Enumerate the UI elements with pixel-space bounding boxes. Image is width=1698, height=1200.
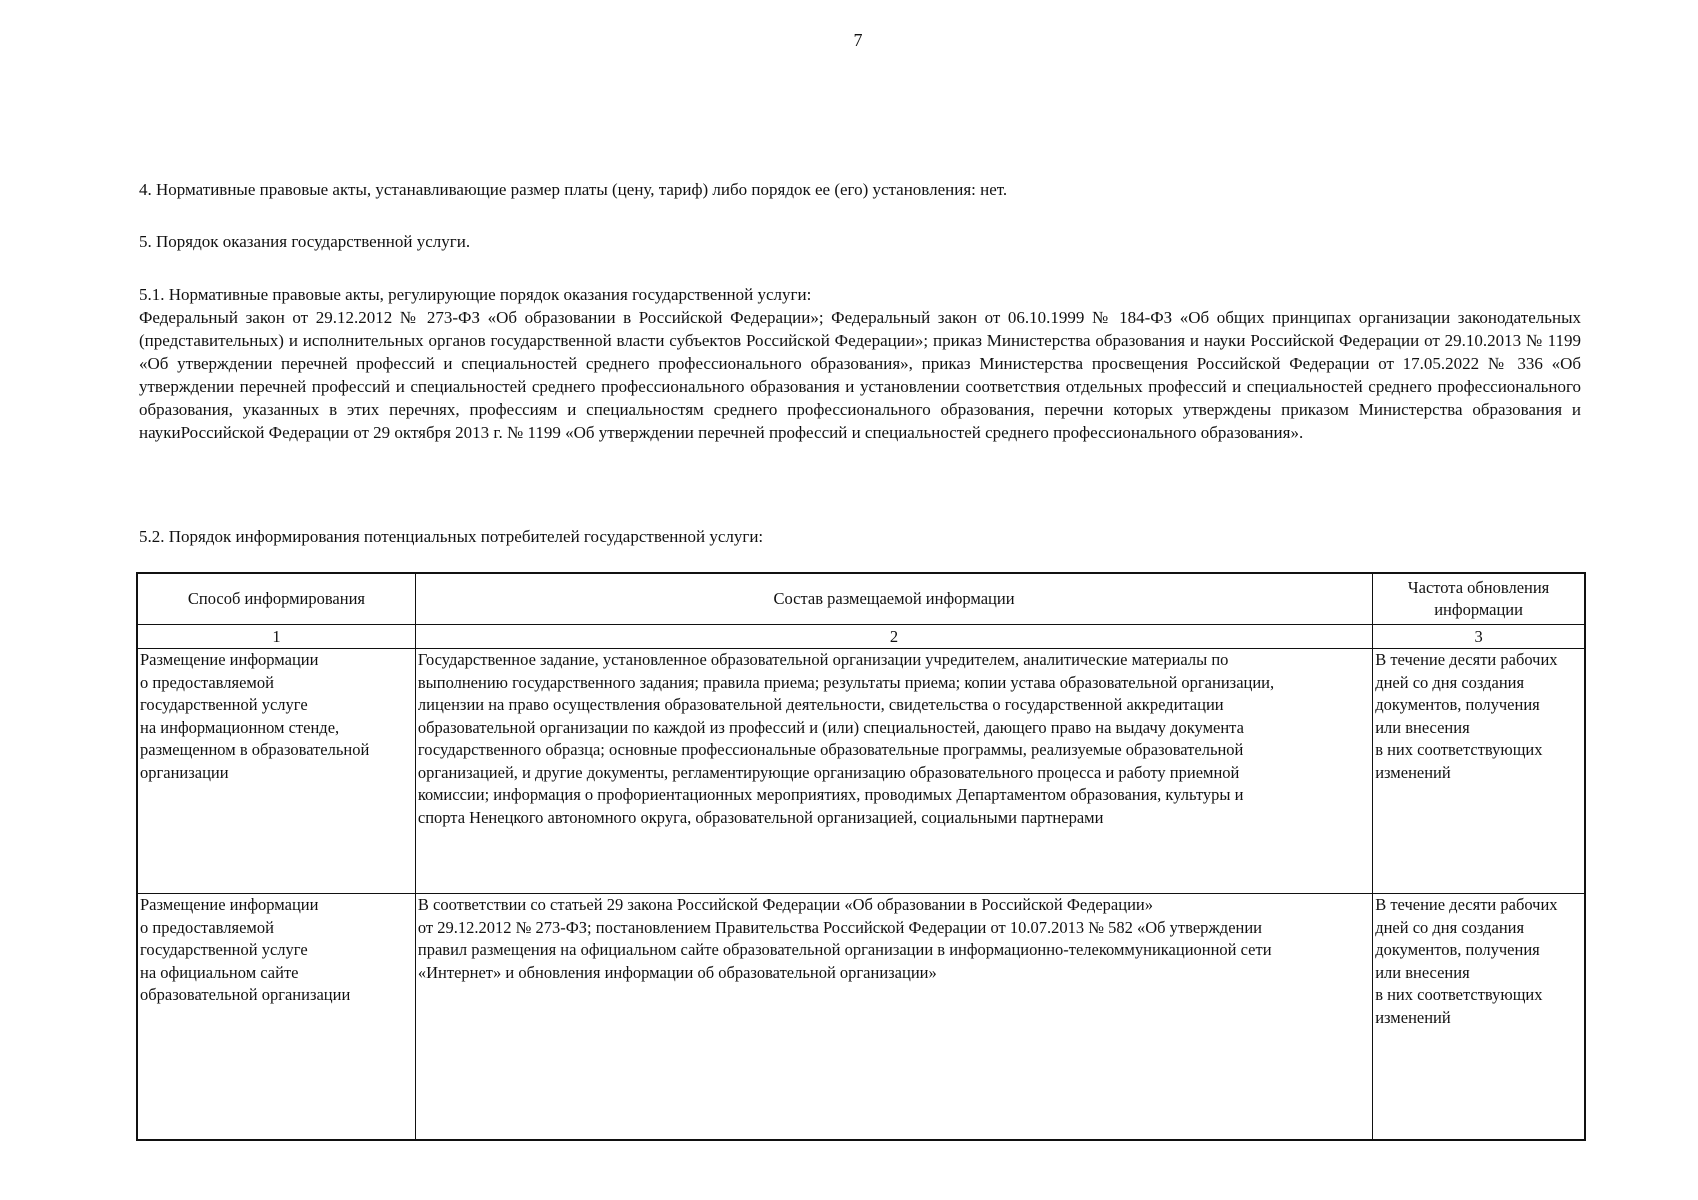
cell-line: образовательной организации (140, 985, 351, 1004)
section-5-heading: 5. Порядок оказания государственной услуги. (139, 232, 471, 251)
cell-line: В соответствии со статьей 29 закона Российской Федерации «Об образовании в Российской Федерации» (417, 895, 1153, 914)
cell-line: спорта Ненецкого автономного округа, образовательной организацией, социальными партнерами (417, 807, 1104, 827)
frequency-cell (1373, 649, 1585, 894)
cell-line: в них соответствующих (1375, 985, 1543, 1004)
cell-line: Размещение информации (140, 895, 319, 914)
cell-line: комиссии; информация о профориентационных мероприятиях, проводимых Департаментом образования, культуры и (417, 785, 1244, 804)
cell-line: выполнению государственного задания; правила приема; результаты приема; копии устава образовательной организации, (417, 672, 1275, 692)
section-5-1 (139, 283, 1581, 444)
cell-line: от 29.12.2012 № 273-ФЗ; постановлением Правительства Российской Федерации от 10.07.2013 № 582 «Об утверждении (417, 917, 1263, 937)
cell-line: «Интернет» и обновления информации об образовательной организации» (417, 962, 937, 982)
frequency-cell (1373, 894, 1585, 1141)
column-number: 3 (1373, 625, 1585, 649)
cell-line: лицензии на право осуществления образовательной деятельности, свидетельства о государственной аккредитации (417, 695, 1224, 714)
cell-line: изменений (1375, 1007, 1451, 1027)
table-row (137, 649, 1585, 894)
header-frequency: Частота обновления информации (1373, 573, 1585, 625)
column-number: 1 (137, 625, 415, 649)
cell-line: государственной услуге (140, 940, 308, 959)
table-header-row (137, 573, 1585, 625)
cell-line: государственной услуге (140, 695, 308, 714)
cell-line: организацией, и другие документы, регламентирующие организацию образовательного процесса и работу приемной (417, 762, 1240, 782)
content-cell (415, 894, 1372, 1141)
cell-line: о предоставляемой (140, 672, 274, 692)
header-content: Состав размещаемой информации (415, 573, 1372, 625)
cell-line: дней со дня создания (1375, 672, 1525, 692)
cell-line: документов, получения (1375, 695, 1540, 714)
cell-line: на информационном стенде, (140, 717, 340, 737)
section-5-2-heading: 5.2. Порядок информирования потенциальных потребителей государственной услуги: (139, 527, 764, 546)
cell-line: Государственное задание, установленное образовательной организации учредителем, аналитические материалы по (417, 650, 1229, 669)
cell-line: или внесения (1375, 962, 1470, 982)
cell-line: В течение десяти рабочих (1375, 650, 1558, 669)
table-number-row (137, 625, 1585, 649)
cell-line: В течение десяти рабочих (1375, 895, 1558, 914)
section-4-paragraph: 4. Нормативные правовые акты, устанавливающие размер платы (цену, тариф) либо порядок ее (его) установления: нет. (139, 180, 1008, 199)
column-number: 2 (415, 625, 1372, 649)
page-number: 7 (853, 30, 863, 50)
table-row (137, 894, 1585, 1141)
cell-line: образовательной организации по каждой из профессий и (или) специальностей, дающего право на выдачу документа (417, 717, 1244, 737)
informing-table (136, 572, 1586, 1141)
header-method: Способ информирования (137, 573, 415, 625)
cell-line: государственного образца; основные профессиональные образовательные программы, реализуемые образовательной (417, 740, 1244, 759)
section-5-1-text: Федеральный закон от 29.12.2012 № 273-ФЗ «Об образовании в Российской Федерации»; Федеральный закон от 06.10.1999 № 184-ФЗ «Об общих принципах организации законодательных (представительных) и исполнительных органов государственной власти субъектов Российской Федерации»; приказ Министерства образования и науки Российской Федерации от 29.10.2013 № 1199 «Об утверждении перечней профессий и специальностей среднего профессионального образования», приказ Министерства просвещения Российской Федерации от 17.05.2022 № 336 «Об утверждении перечней профессий и специальностей среднего профессионального образования и установлении соответствия отдельных профессий и специальностей среднего профессионального образования, указанных в этих перечнях, профессиям и специальностям среднего профессионального образования, перечни которых утверждены приказом Министерства образования и наукиРоссийской Федерации от 29 октября 2013 г. № 1199 «Об утверждении перечней профессий и специальностей среднего профессионального образования». (139, 308, 1581, 442)
method-cell (137, 649, 415, 894)
cell-line: правил размещения на официальном сайте образовательной организации в информационно-телекоммуникационной сети (417, 940, 1272, 959)
cell-line: изменений (1375, 762, 1451, 782)
cell-line: дней со дня создания (1375, 917, 1525, 937)
section-5-1-heading: 5.1. Нормативные правовые акты, регулирующие порядок оказания государственной услуги: (139, 285, 812, 304)
cell-line: на официальном сайте (140, 962, 299, 982)
cell-line: Размещение информации (140, 650, 319, 669)
cell-line: в них соответствующих (1375, 740, 1543, 759)
content-cell (415, 649, 1372, 894)
cell-line: или внесения (1375, 717, 1470, 737)
cell-line: о предоставляемой (140, 917, 274, 937)
cell-line: организации (140, 762, 229, 782)
cell-line: размещенном в образовательной (140, 740, 370, 759)
cell-line: документов, получения (1375, 940, 1540, 959)
method-cell (137, 894, 415, 1141)
